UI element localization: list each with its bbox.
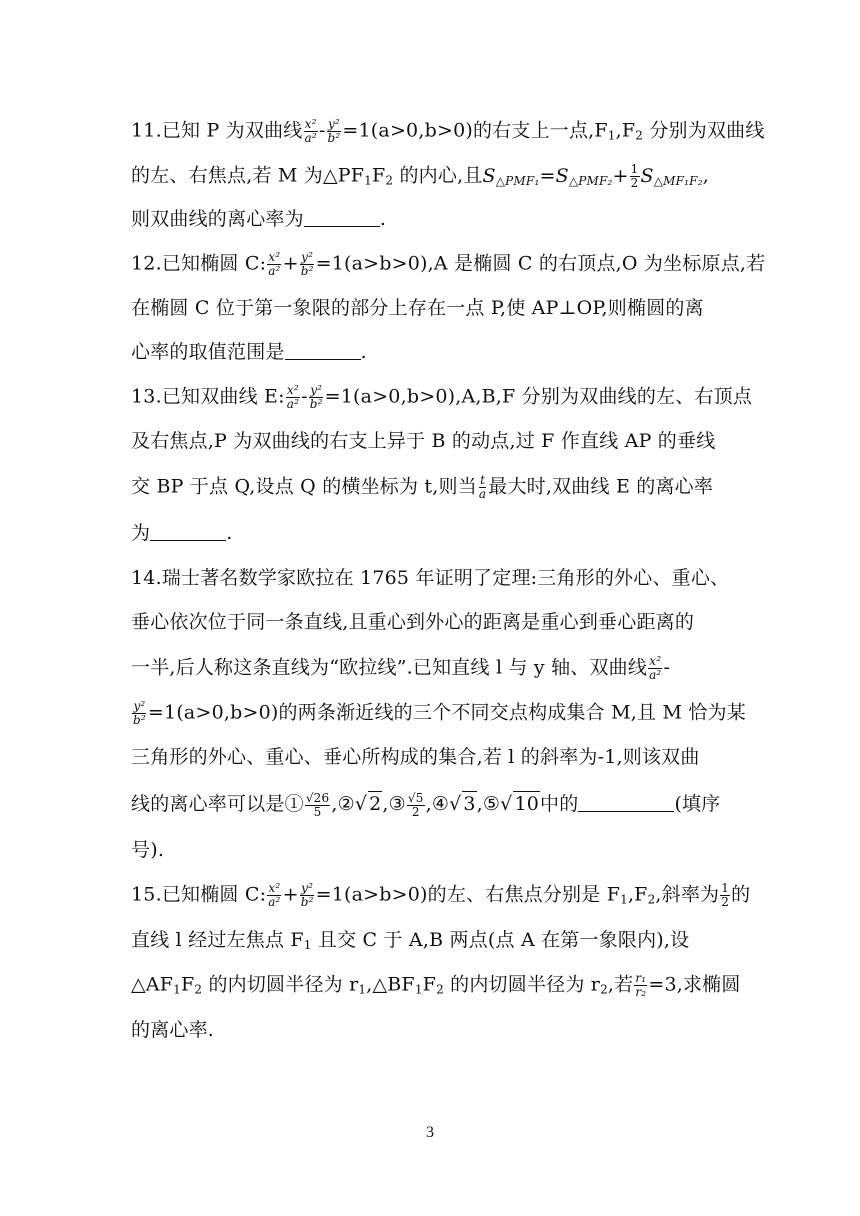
problem-13-line-2 [131,429,715,453]
answer-blank [304,208,380,227]
fraction-y2-b2: $\frac{\text{y²}}{\text{b²}}$ [309,383,323,411]
text: =1(a>0,b>0)的右支上一点,F [342,119,608,142]
fraction-t-a: $\frac{t}{a}$ [478,473,487,501]
problem-15-line-2: 直线 l 经过左焦点 $F_1$ 且交 C 于 A,B 两点(点 A 在第一象限内),设 [131,929,690,952]
problem-14-line-2 [131,610,694,634]
text: 且交 C 于 A,B 两点(点 A 在第一象限内),设 [317,929,690,951]
text: 垂心依次位于同一条直线,且重心到外心的距离是重心到垂心距离的 [131,611,695,633]
text: =1(a>0,b>0),A,B,F 分别为双曲线的左、右顶点 [324,385,753,408]
text: △AF [131,973,174,996]
problem-14-line-7 [131,838,164,862]
problem-15-line-4 [131,1018,214,1042]
text: ,F [627,883,648,906]
text: 分别为双曲线 [643,119,765,142]
text: 三角形的外心、重心、垂心所构成的集合,若 l 的斜率为-1,则该双曲 [131,746,700,768]
text: (填序 [674,793,721,815]
problem-15-line-1: 15.已知椭圆 C: $\frac{\text{x²}}{\text{a²}}$ + $\frac{\text{y²}}{\text{b²}}$ =1(a>b>0)的左、右焦点分别是 $F_1,F_2$,斜率为 $\frac{1}{2}$ 的 [131,881,751,909]
option-1-value: $\frac{√26}{5}$ [305,790,330,819]
text: 中的 [540,793,579,815]
text: F [372,164,386,187]
text: 14.瑞士著名数学家欧拉在 1765 年证明了定理:三角形的外心、重心、 [131,567,730,589]
text: 15.已知椭圆 C: [131,883,267,906]
fraction-y2-b2: $\frac{\text{y²}}{\text{b²}}$ [300,881,314,909]
text: 11.已知 P 为双曲线 [131,119,303,142]
text: . [379,208,387,230]
problem-13-line-1: 13.已知双曲线 E: $\frac{\text{x²}}{\text{a²}}$ - $\frac{\text{y²}}{\text{b²}}$ =1(a>0,b>0),A,B,F 分别为双曲线的左、右顶点 [131,383,753,411]
text: 交 BP 于点 Q,设点 Q 的横坐标为 t,则当 [131,475,477,498]
text: 为 [131,522,151,544]
option-3-value: $\frac{√5}{2}$ [407,790,424,819]
text: =3,求椭圆 [648,973,741,996]
text: ,若 [607,973,634,996]
answer-blank [578,793,674,812]
problem-14-line-3: 一半,后人称这条直线为“欧拉线”.已知直线 l 与 y 轴、双曲线 $\frac{\text{x²}}{\text{a²}}$ - [131,654,671,682]
problem-11-line-2: 的左、右焦点,若 M 为$\triangle PF_1F_2$ 的内心,且$S_{\triangle PMF_1}=S_{\triangle PMF_2}+$ $\frac{1}{2}$ $S_{\triangle MF_1F_2}$, [131,162,709,190]
problem-13-line-4 [131,521,232,545]
area-equation: $S_{\triangle PMF_1}=S_{\triangle PMF_2}+$ $\frac{1}{2}$ $S_{\triangle MF_1F_2}$ [482,162,703,190]
text: . [226,522,233,544]
text: =1(a>b>0),A 是椭圆 C 的右顶点,O 为坐标原点,若 [315,252,766,275]
fraction-y2-b2: $\frac{\text{y²}}{\text{b²}}$ [133,699,146,727]
fraction-y2-b2: $\frac{\text{y²}}{\text{b²}}$ [300,250,314,278]
text: 直线 l 经过左焦点 F [131,929,304,951]
problem-14-line-4 [131,700,746,727]
fraction-1-2: $\frac{1}{2}$ [721,881,730,909]
text: ,F [615,119,636,142]
problem-11-line-1: 11.已知 P 为双曲线 $\frac{\text{x²}}{\text{a²}}$ - $\frac{\text{y²}}{\text{b²}}$ =1(a>0,b>0)的右支上一点$,F_1,F_2$ 分别为双曲线 [131,117,765,145]
text: . [360,341,367,363]
text: ,△BF [366,973,415,996]
text: 12.已知椭圆 C: [131,252,267,275]
text: 心率的取值范围是 [131,341,285,363]
fraction-x2-a2: $\frac{\text{x²}}{\text{a²}}$ [268,881,281,909]
text: 的左、右焦点,若 M 为△PF [131,164,365,187]
text: =1(a>b>0)的左、右焦点分别是 F [315,883,621,906]
problem-11-line-3 [131,207,386,231]
fraction-x2-a2: $\frac{\text{x²}}{\text{a²}}$ [286,383,300,411]
text: 的内切圆半径为 r [443,973,601,996]
fraction-y2-b2: $\frac{\text{y²}}{\text{b²}}$ [327,117,341,145]
text: 的 [731,883,751,906]
fraction-x2-a2: $\frac{\text{x²}}{\text{a²}}$ [268,250,281,278]
text: 号). [131,839,165,861]
fraction-r1-r2: $\frac{\text{r₁}}{\text{r₂}}$ [635,971,647,999]
text: ,斜率为 [655,883,720,906]
problem-12-line-1: 12.已知椭圆 C: $\frac{\text{x²}}{\text{a²}}$ + $\frac{\text{y²}}{\text{b²}}$ =1(a>b>0),A 是椭圆 C 的右顶点,O 为坐标原点,若 [131,250,766,278]
text: 13.已知双曲线 E: [131,385,285,408]
problem-15-line-3: $\triangle AF_1F_2$ 的内切圆半径为 $r_1,\triangle BF_1F_2$ 的内切圆半径为 $r_2$,若 $\frac{\text{r₁}}{\text{r₂}}$ =3,求椭圆 [131,971,741,999]
text: F [422,973,437,996]
text: 的内切圆半径为 r [202,973,359,996]
text: 线的离心率可以是① [131,793,304,815]
text: 则双曲线的离心率为 [131,208,304,230]
problem-14-line-5 [131,745,700,769]
text: F [180,973,195,996]
fraction-x2-a2: $\frac{\text{x²}}{\text{a²}}$ [649,654,662,682]
fraction-x2-a2: $\frac{\text{x²}}{\text{a²}}$ [304,117,317,145]
problem-12-line-2 [131,296,704,320]
problem-12-line-3 [131,340,367,364]
text: 最大时,双曲线 E 的离心率 [488,475,714,498]
page-number: 3 [426,1124,434,1141]
problem-14-line-1 [131,566,729,590]
text: 在椭圆 C 位于第一象限的部分上存在一点 P,使 AP⊥OP,则椭圆的离 [131,297,704,319]
text: =1(a>0,b>0)的两条渐近线的三个不同交点构成集合 M,且 M 恰为某 [147,701,746,724]
problem-14-line-6: 线的离心率可以是① $\frac{√26}{5}$ ,②√ 2,③ $\frac{√5}{2}$ ,④√ 3,⑤√ 10中的 (填序 [131,790,721,819]
problem-13-line-3 [131,474,713,501]
answer-blank [285,341,361,360]
text: 的离心率. [131,1019,215,1041]
text: 一半,后人称这条直线为“欧拉线”.已知直线 l 与 y 轴、双曲线 [131,656,648,679]
text: 及右焦点,P 为双曲线的右支上异于 B 的动点,过 F 作直线 AP 的垂线 [131,430,716,452]
answer-blank [150,522,226,541]
text: 的内心,且 [393,164,483,187]
